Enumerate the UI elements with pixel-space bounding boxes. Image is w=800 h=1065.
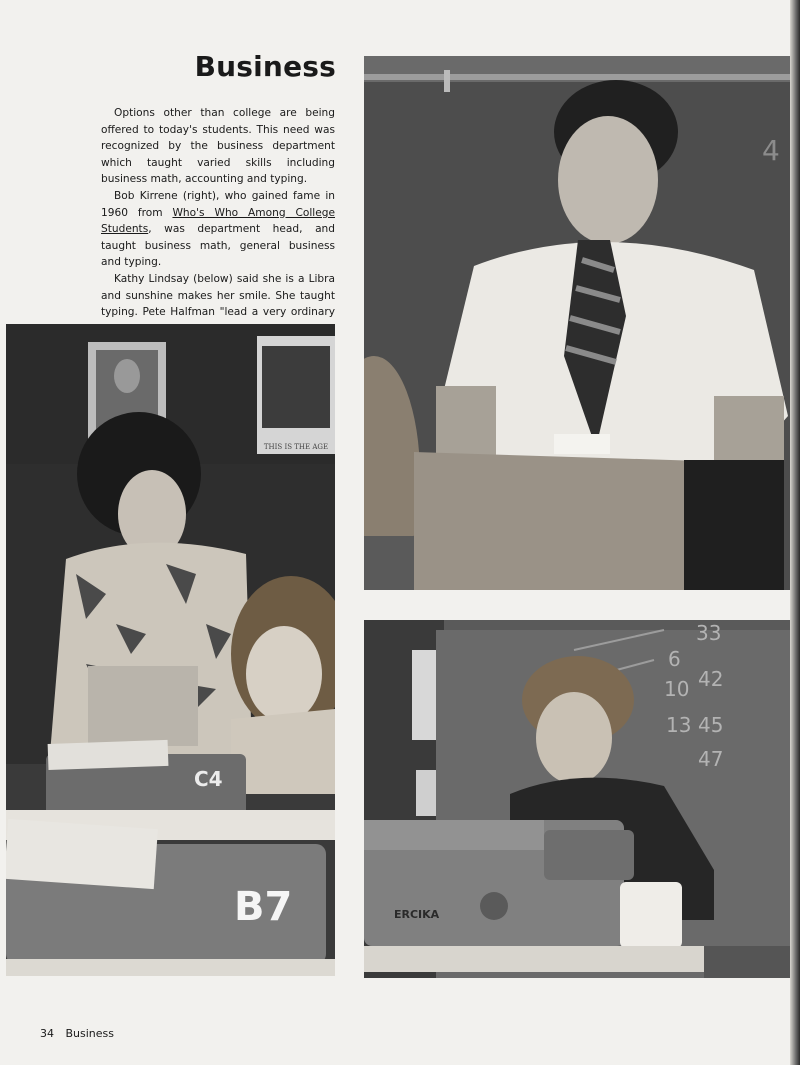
photo-typing-teacher	[6, 324, 335, 976]
svg-text:6: 6	[668, 647, 681, 671]
photo-kirrene-at-lectern	[364, 56, 790, 590]
page-binding-edge	[790, 0, 800, 1065]
typewriter-c4-label: C4	[194, 767, 223, 791]
poster-caption: THIS IS THE AGE	[263, 443, 329, 451]
page-number: 34	[40, 1027, 54, 1040]
svg-text:45: 45	[698, 713, 724, 737]
typewriter-b7-label: B7	[234, 884, 293, 930]
svg-text:42: 42	[698, 667, 724, 691]
body-text	[101, 105, 335, 337]
paragraph-intro: Options other than college are being offered to today's students. This need was recognized by the business department which taught varied skills including business math, accounting and typing.	[101, 107, 335, 186]
folio-section: Business	[65, 1027, 115, 1040]
paragraph-lindsay-halfman: Kathy Lindsay (below) said she is a Libra and sunshine makes her smile. She taught typing. Pete Halfman "lead a very ordinary	[101, 272, 335, 319]
svg-text:33: 33	[696, 621, 722, 645]
page-title: Business	[194, 50, 336, 83]
typewriter-brand: ERCIKA	[394, 908, 440, 921]
svg-text:10: 10	[664, 677, 690, 701]
underlined-book-title: Who's Who Among College Students	[101, 206, 335, 236]
chalkboard-number: 4	[762, 134, 780, 167]
svg-text:47: 47	[698, 747, 724, 771]
page-folio	[40, 1027, 114, 1040]
paragraph-kirrene: Bob Kirrene (right), who gained fame in 1960 from Who's Who Among College Students, was department head, and taught business math, general business and typing.	[101, 189, 335, 269]
svg-text:13: 13	[666, 713, 692, 737]
photo-halfman-with-typewriter	[364, 620, 790, 978]
